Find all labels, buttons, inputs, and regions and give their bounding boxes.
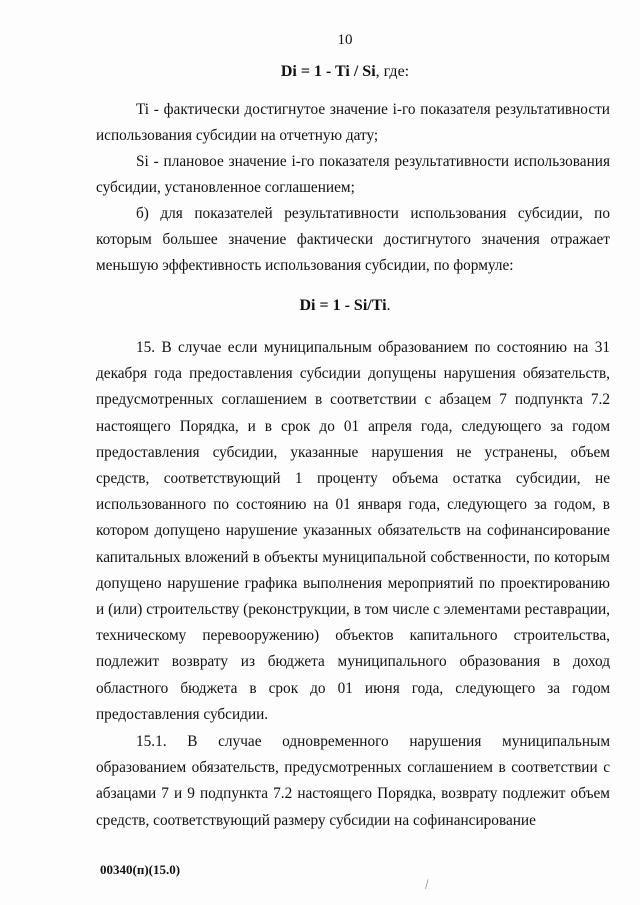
paragraph-15-1: 15.1. В случае одновременного нарушения муниципальным образованием обязательств, предусмотренных соглашением в соответствии с абзацами 7 и 9 подпункта 7.2 настоящего Порядка, возврату подлежит объем средств, соответствующий размеру субсидии на софинансирование [96, 733, 610, 829]
paragraph-15: 15. В случае если муниципальным образованием по состоянию на 31 декабря года предоставления субсидии допущены нарушения обязательств, предусмотренных соглашением в соответствии с абзацем 7 подпункта 7.2 настоящего Порядка, и в срок до 01 апреля года, следующего за годом предоставления субсидии, указанные нарушения не устранены, объем средств, соответствующий 1 проценту объема остатка субсидии, не использованного по состоянию на 01 января года, следующего за годом, в котором допущено нарушение указанных обязательств на софинансирование капитальных вложений в объекты муниципальной собственности, по которым допущено нарушение графика выполнения мероприятий по проектированию и (или) строительству (реконструкции, в том числе с элементами реставрации, техническому перевооружению) объектов капитального строительства, подлежит возврату из бюджета муниципального образования в доход областного бюджета в срок до 01 июня года, следующего за годом предоставления субсидии. [96, 339, 610, 723]
paragraph-b: б) для показателей результативности использования субсидии, по которым большее значение фактически достигнутого значения отражает меньшую эффективность использования субсидии, по формуле: [96, 205, 610, 275]
formula-suffix: , где: [375, 63, 410, 80]
formula-main: Di = 1 - Ti / Si [280, 63, 376, 80]
formula-di-si-ti [0, 297, 640, 315]
formula-di-ti-si [0, 63, 640, 81]
document-code: 00340(п)(15.0) [100, 862, 181, 877]
formula-suffix: . [386, 297, 391, 314]
page-number: 10 [337, 32, 353, 48]
scan-mark-icon: ∕ [423, 877, 431, 891]
definition-si: Si - плановое значение i-го показателя результативности использования субсидии, установленное соглашением; [96, 153, 610, 197]
definition-ti: Ti - фактически достигнутое значение i-го показателя результативности использования субсидии на отчетную дату; [96, 101, 610, 145]
formula-main: Di = 1 - Si/Ti [299, 297, 387, 314]
